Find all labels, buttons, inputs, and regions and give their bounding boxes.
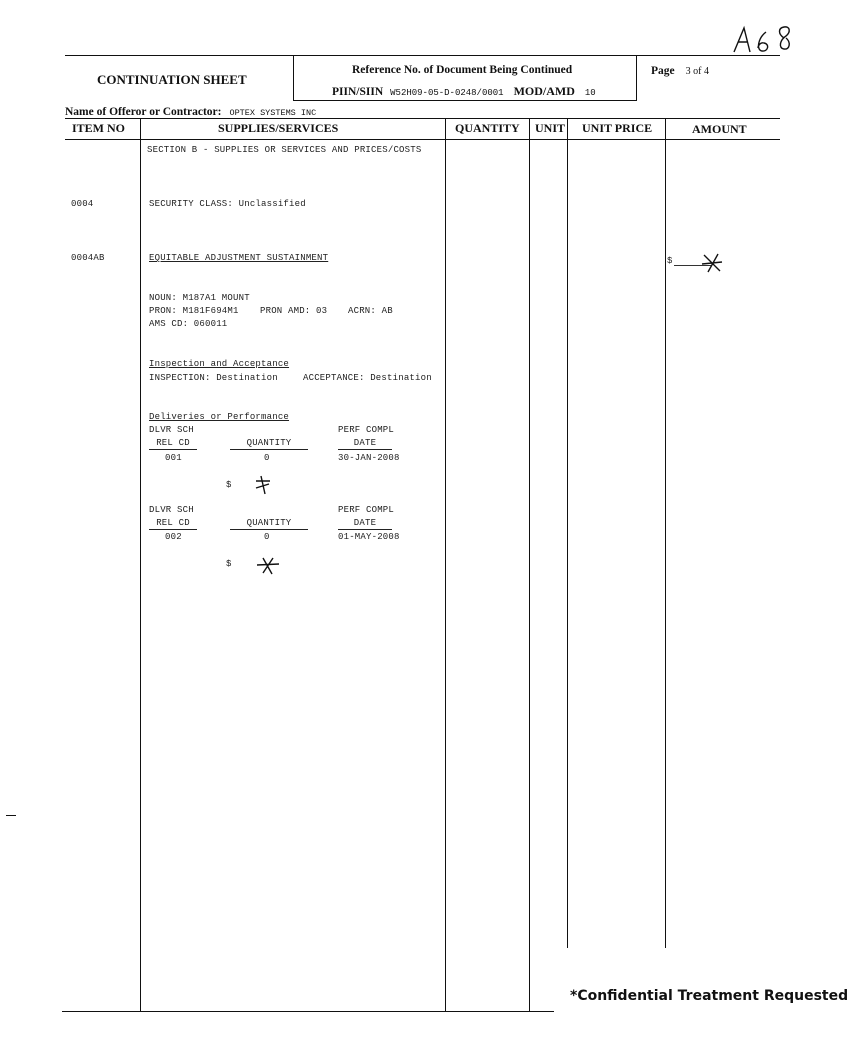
page-indicator — [651, 61, 709, 79]
perf-date-value: 01-MAY-2008 — [338, 532, 400, 542]
schedule-dollar-sign: $ — [226, 480, 232, 490]
quantity-label: QUANTITY — [230, 438, 308, 450]
piin-value: W52H09-05-D-0248/0001 — [390, 88, 504, 98]
col-unit-price: UNIT PRICE — [582, 121, 653, 135]
rel-cd-label: REL CD — [149, 438, 197, 450]
dlvr-sch-label: DLVR SCH — [149, 505, 194, 515]
col-supplies-services: SUPPLIES/SERVICES — [218, 121, 339, 135]
rel-cd-value: 002 — [165, 532, 182, 542]
redaction-asterisk-icon — [700, 252, 724, 274]
deliveries-heading: Deliveries or Performance — [149, 412, 290, 422]
piin-line — [332, 82, 596, 100]
redaction-asterisk-icon — [252, 474, 274, 496]
rel-cd-value: 001 — [165, 453, 182, 463]
offeror-value: OPTEX SYSTEMS INC — [229, 108, 317, 118]
item-description: EQUITABLE ADJUSTMENT SUSTAINMENT — [149, 253, 329, 263]
perf-compl-label: PERF COMPL — [338, 505, 395, 515]
col-unit: UNIT — [535, 121, 566, 135]
page-label: Page — [651, 65, 675, 77]
section-title: SECTION B - SUPPLIES OR SERVICES AND PRICES/COSTS — [147, 145, 422, 155]
offeror-label: Name of Offeror or Contractor: — [65, 106, 222, 118]
confidential-notice: *Confidential Treatment Requested — [570, 988, 848, 1004]
schedule-dollar-sign: $ — [226, 559, 232, 569]
offeror-line — [65, 102, 316, 120]
item-number-0004: 0004 — [71, 199, 94, 209]
dlvr-sch-label: DLVR SCH — [149, 425, 194, 435]
acceptance-value: ACCEPTANCE: Destination — [303, 373, 432, 383]
inspection-value: INSPECTION: Destination — [149, 373, 278, 383]
quantity-value: 0 — [264, 532, 270, 542]
pron-line: PRON: M181F694M1 — [149, 306, 239, 316]
noun-line: NOUN: M187A1 MOUNT — [149, 293, 250, 303]
col-amount: AMOUNT — [692, 122, 747, 136]
page-value: 3 of 4 — [685, 66, 709, 77]
acrn: ACRN: AB — [348, 306, 393, 316]
sheet-title: CONTINUATION SHEET — [97, 72, 247, 87]
handwritten-page-mark — [728, 24, 804, 58]
pron-amd: PRON AMD: 03 — [260, 306, 328, 316]
date-label: DATE — [338, 518, 392, 530]
inspection-heading: Inspection and Acceptance — [149, 359, 290, 369]
col-quantity: QUANTITY — [455, 121, 520, 135]
perf-date-value: 30-JAN-2008 — [338, 453, 400, 463]
date-label: DATE — [338, 438, 392, 450]
ams-cd: AMS CD: 060011 — [149, 319, 228, 329]
col-item-no: ITEM NO — [72, 121, 126, 135]
item-number-0004ab: 0004AB — [71, 253, 105, 263]
mod-value: 10 — [584, 88, 596, 98]
perf-compl-label: PERF COMPL — [338, 425, 395, 435]
redaction-asterisk-icon — [255, 556, 281, 576]
piin-label: PIIN/SIIN — [332, 86, 384, 98]
reference-title: Reference No. of Document Being Continued — [352, 64, 573, 76]
amount-dollar-sign: $ — [667, 256, 673, 266]
rel-cd-label: REL CD — [149, 518, 197, 530]
quantity-label: QUANTITY — [230, 518, 308, 530]
quantity-value: 0 — [264, 453, 270, 463]
mod-label: MOD/AMD — [513, 84, 575, 98]
security-class: SECURITY CLASS: Unclassified — [149, 199, 306, 209]
